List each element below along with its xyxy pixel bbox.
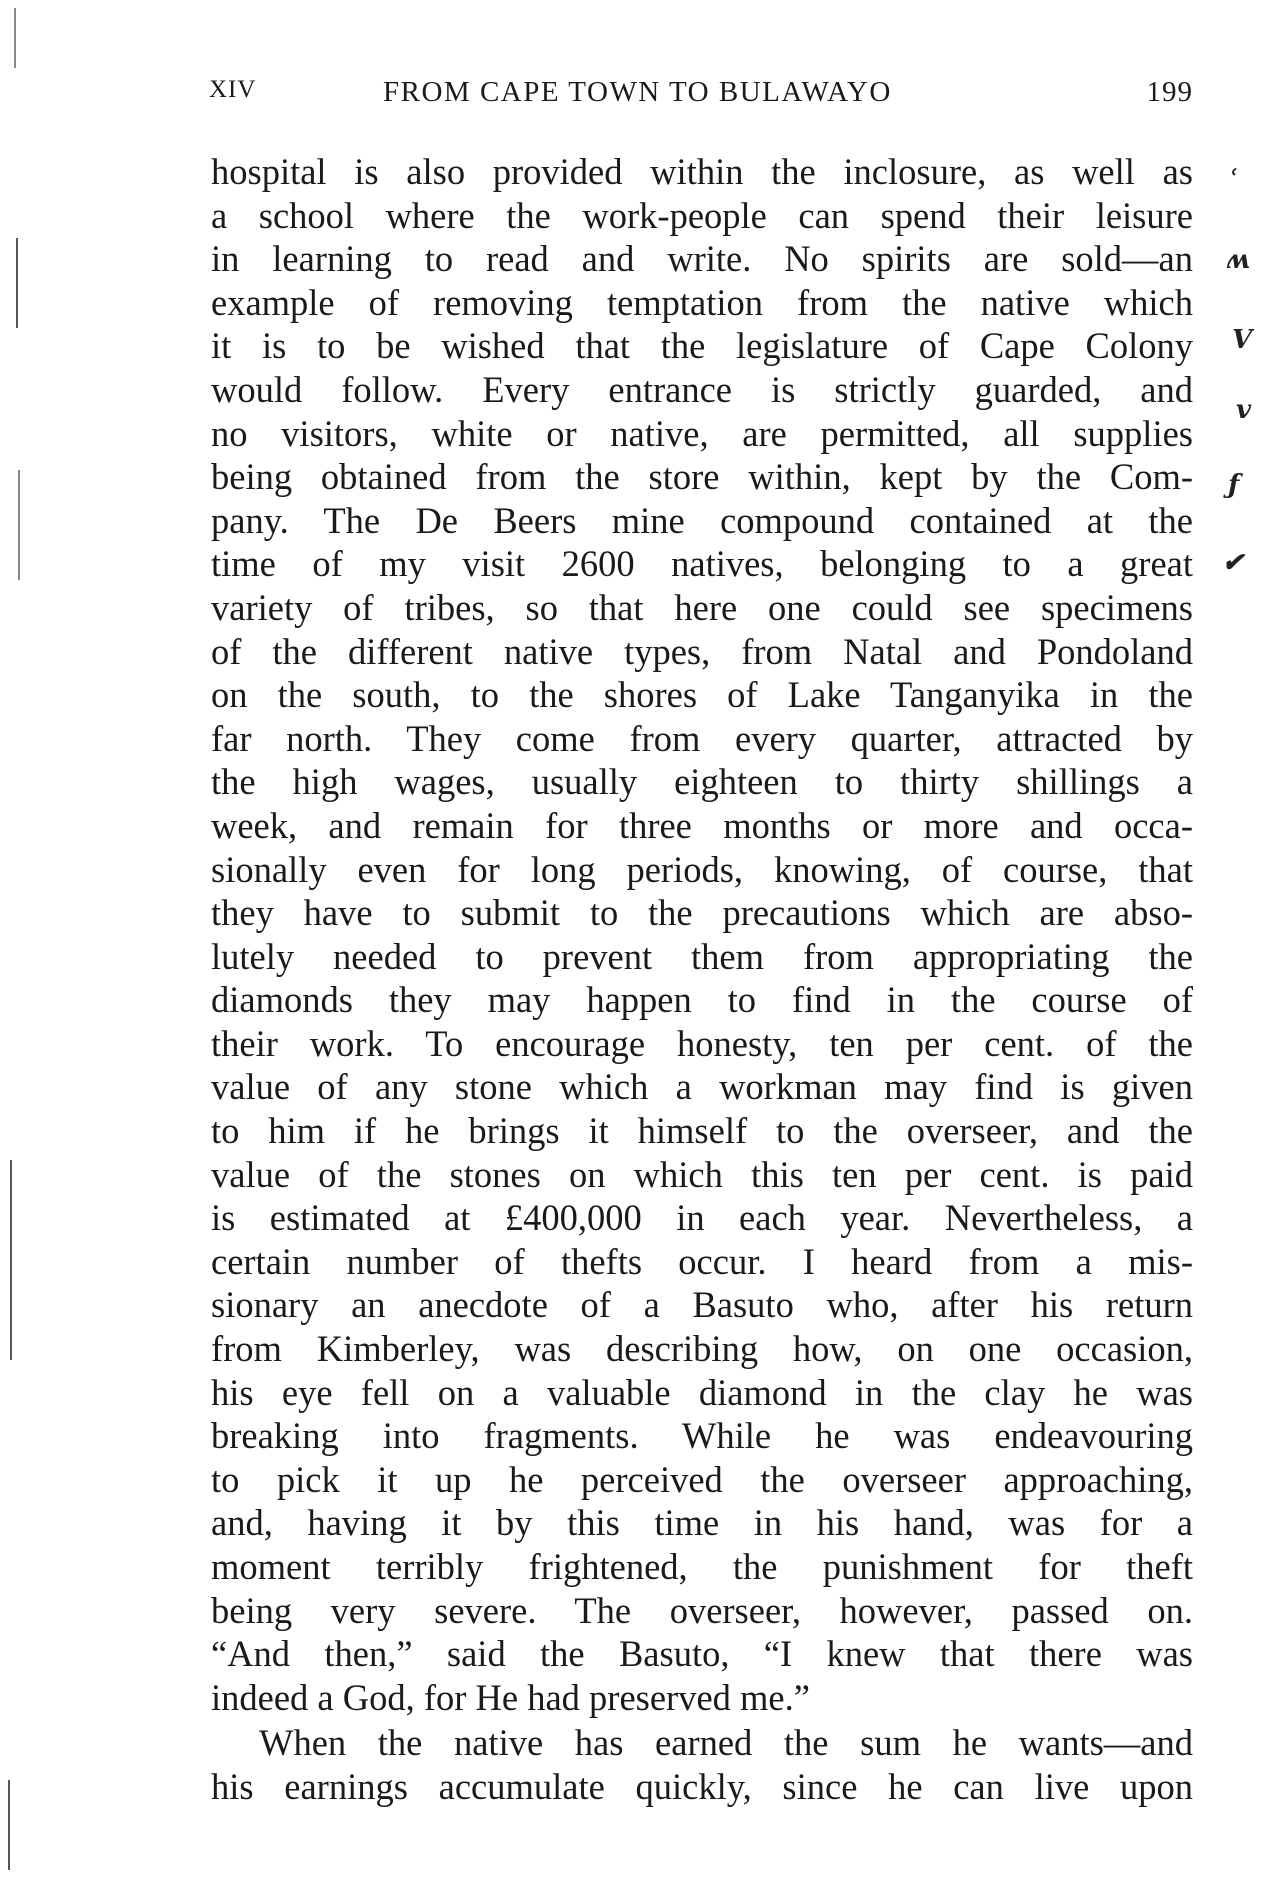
text-line: hospital is also provided within the inclosure, as well as bbox=[211, 151, 1193, 192]
text-line: far north. They come from every quarter, attracted by bbox=[211, 717, 1193, 759]
text-line: value of the stones on which this ten per cent. is paid bbox=[211, 1153, 1193, 1195]
text-line: from Kimberley, was describing how, on one occasion, bbox=[211, 1328, 1193, 1370]
body-text bbox=[211, 150, 1193, 1809]
text-line: being very severe. The overseer, however, passed on. bbox=[211, 1589, 1193, 1631]
text-line: it is to be wished that the legislature of Cape Colony bbox=[211, 325, 1193, 367]
gutter-mark bbox=[18, 470, 20, 580]
text-line: to him if he brings it himself to the overseer, and the bbox=[211, 1110, 1193, 1152]
text-line: certain number of thefts occur. I heard from a mis- bbox=[211, 1240, 1193, 1282]
text-line: being obtained from the store within, kept by the Com- bbox=[211, 456, 1193, 498]
text-line: “And then,” said the Basuto, “I knew that there was bbox=[211, 1633, 1193, 1675]
margin-annotation: V bbox=[1232, 325, 1253, 355]
text-line: no visitors, white or native, are permitted, all supplies bbox=[211, 412, 1193, 454]
margin-annotation: ƒ bbox=[1228, 470, 1240, 500]
text-line: and, having it by this time in his hand, was for a bbox=[211, 1502, 1193, 1544]
text-line: is estimated at £400,000 in each year. Nevertheless, a bbox=[211, 1197, 1193, 1239]
text-line: sionally even for long periods, knowing, of course, that bbox=[211, 848, 1193, 890]
text-line: they have to submit to the precautions which are abso- bbox=[211, 892, 1193, 934]
text-line: sionary an anecdote of a Basuto who, after his return bbox=[211, 1284, 1193, 1326]
text-line: example of removing temptation from the native which bbox=[211, 281, 1193, 323]
text-line: lutely needed to prevent them from appropriating the bbox=[211, 935, 1193, 977]
text-line: When the native has earned the sum he wants—and bbox=[259, 1722, 1193, 1764]
chapter-number: XIV bbox=[209, 76, 257, 103]
running-head bbox=[205, 76, 1193, 116]
text-line: value of any stone which a workman may find is given bbox=[211, 1066, 1193, 1108]
text-line: to pick it up he perceived the overseer approaching, bbox=[211, 1458, 1193, 1500]
running-title: FROM CAPE TOWN TO BULAWAYO bbox=[383, 76, 892, 108]
text-line: in learning to read and write. No spirits are sold—an bbox=[211, 238, 1193, 280]
text-line: time of my visit 2600 natives, belonging to a great bbox=[211, 543, 1193, 585]
text-line: variety of tribes, so that here one could see specimens bbox=[211, 586, 1193, 628]
gutter-mark bbox=[8, 1780, 10, 1870]
text-line: week, and remain for three months or more and occa- bbox=[211, 804, 1193, 846]
text-line: of the different native types, from Natal and Pondoland bbox=[211, 630, 1193, 672]
text-line: on the south, to the shores of Lake Tanganyika in the bbox=[211, 674, 1193, 716]
gutter-mark bbox=[16, 238, 18, 328]
text-line: diamonds they may happen to find in the course of bbox=[211, 979, 1193, 1021]
margin-annotation: v bbox=[1236, 395, 1252, 425]
text-line: indeed a God, for He had preserved me.” bbox=[211, 1676, 810, 1718]
text-line: their work. To encourage honesty, ten per cent. of the bbox=[211, 1022, 1193, 1064]
margin-annotation: ʍ bbox=[1226, 245, 1249, 275]
text-line: breaking into fragments. While he was endeavouring bbox=[211, 1415, 1193, 1457]
gutter-mark bbox=[14, 8, 16, 68]
text-line: would follow. Every entrance is strictly guarded, and bbox=[211, 368, 1193, 410]
gutter-mark bbox=[10, 1160, 12, 1360]
margin-annotation: ʿ bbox=[1228, 165, 1238, 195]
text-line: his eye fell on a valuable diamond in the clay he was bbox=[211, 1371, 1193, 1413]
margin-annotation: ✔ bbox=[1222, 548, 1244, 578]
page-number: 199 bbox=[1146, 76, 1193, 108]
text-line: a school where the work-people can spend their leisure bbox=[211, 194, 1193, 236]
text-line: pany. The De Beers mine compound contained at the bbox=[211, 499, 1193, 541]
text-line: the high wages, usually eighteen to thirty shillings a bbox=[211, 761, 1193, 803]
text-line: his earnings accumulate quickly, since he can live upon bbox=[211, 1765, 1193, 1807]
text-line: moment terribly frightened, the punishment for theft bbox=[211, 1546, 1193, 1587]
